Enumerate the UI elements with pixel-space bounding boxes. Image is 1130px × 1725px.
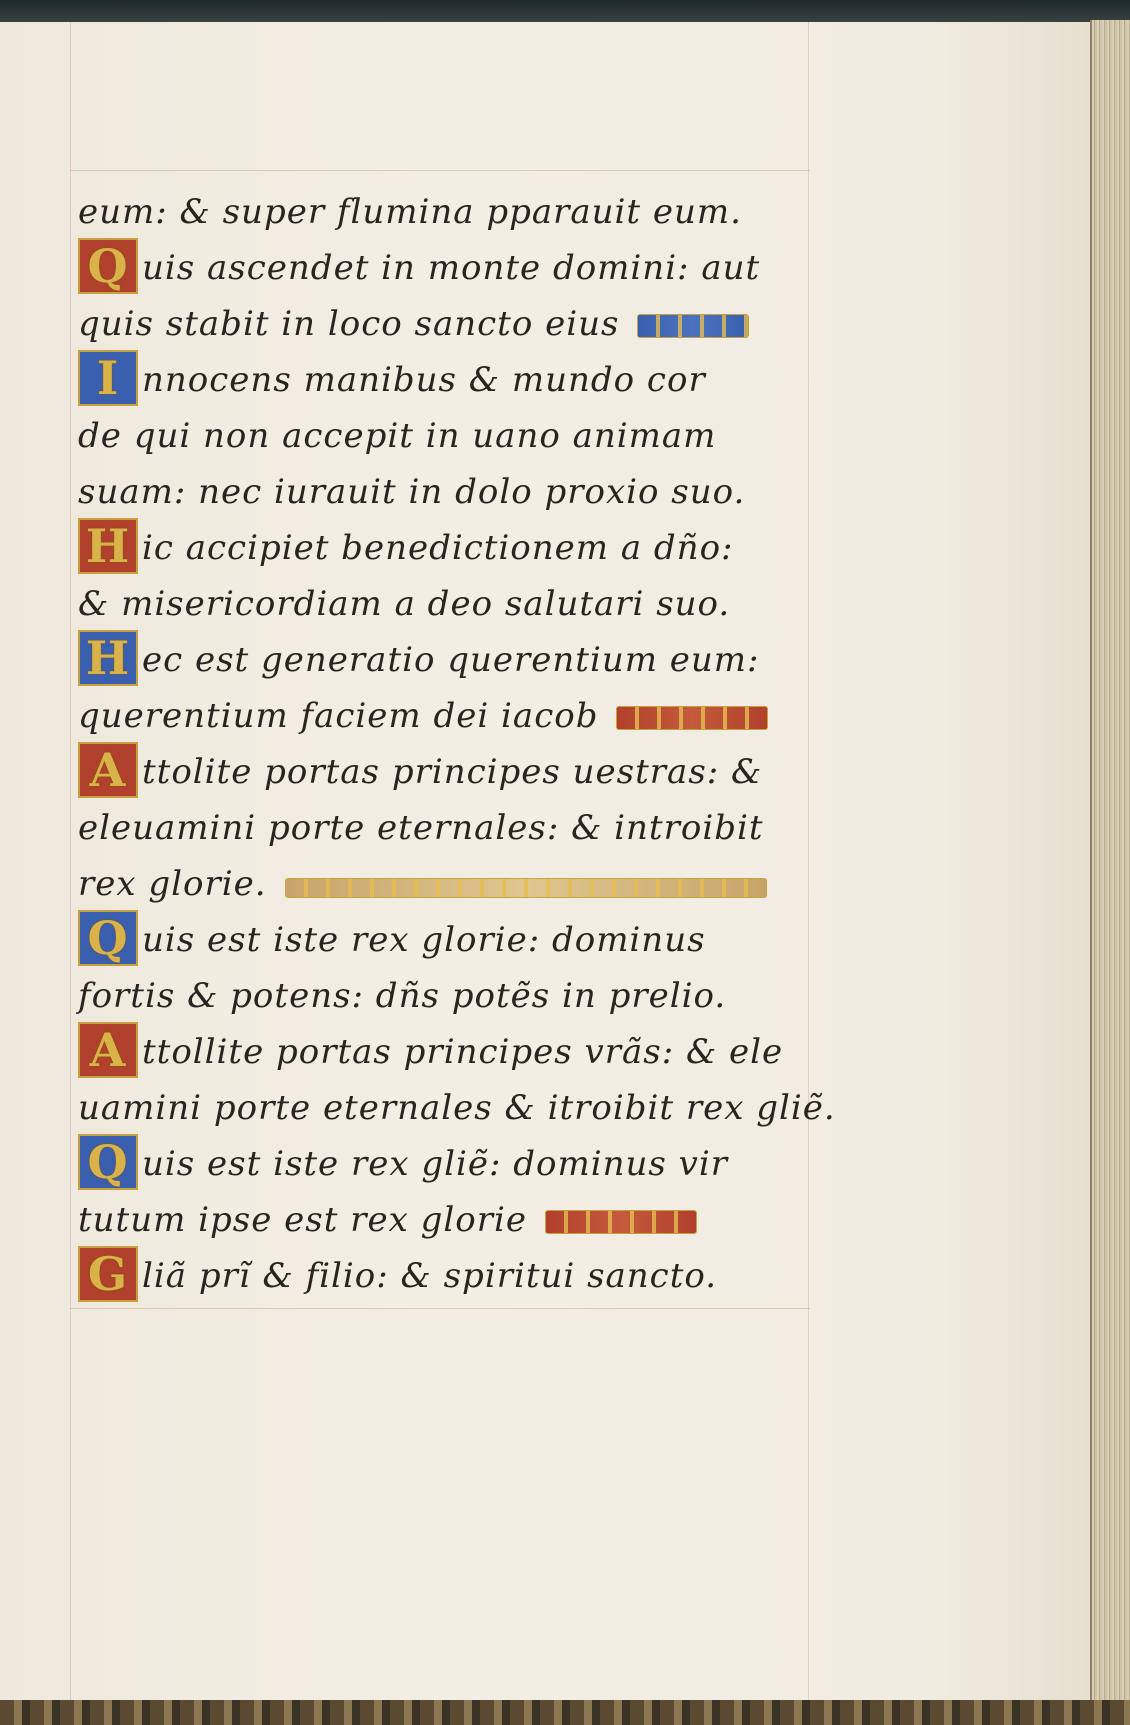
illuminated-initial: Q: [78, 910, 138, 966]
filler-pattern: [638, 315, 748, 337]
line-text: tutum ipse est rex glorie: [78, 1200, 527, 1240]
text-line: [78, 910, 818, 966]
text-line: [78, 182, 818, 238]
line-filler-ornament: [616, 706, 768, 730]
text-line: [78, 686, 818, 742]
text-line: [78, 406, 818, 462]
line-text: liã prĩ & filio: & spiritui sancto.: [142, 1256, 718, 1296]
text-line: [78, 1078, 836, 1134]
text-line: [78, 1190, 818, 1246]
line-text: fortis & potens: dñs potẽs in prelio.: [78, 976, 727, 1016]
filler-pattern: [286, 879, 766, 897]
ruling-line-left: [70, 22, 71, 1702]
filler-pattern: [546, 1211, 696, 1233]
text-line: [78, 294, 818, 350]
text-block: [78, 182, 836, 1302]
illuminated-initial: A: [78, 1022, 138, 1078]
text-line: [78, 238, 818, 294]
illuminated-initial: Q: [78, 1134, 138, 1190]
illuminated-initial: A: [78, 742, 138, 798]
text-line: [78, 1134, 818, 1190]
line-text: de qui non accepit in uano animam: [78, 416, 717, 456]
text-line: [78, 574, 818, 630]
line-text: suam: nec iurauit in dolo proxio suo.: [78, 472, 746, 512]
line-text: eum: & super flumina pparauit eum.: [78, 192, 742, 232]
line-text: eleuamini porte eternales: & introibit: [78, 808, 764, 848]
line-text: ic accipiet benedictionem a dño:: [142, 528, 734, 568]
line-filler-ornament: [545, 1210, 697, 1234]
text-line: [78, 1022, 818, 1078]
illuminated-initial: I: [78, 350, 138, 406]
line-text: uamini porte eternales & itroibit rex gliẽ.: [78, 1088, 836, 1128]
line-text: ttollite portas principes vrãs: & ele: [142, 1032, 784, 1072]
line-text: uis est iste rex gliẽ: dominus vir: [142, 1144, 728, 1184]
line-text: nnocens manibus & mundo cor: [142, 360, 706, 400]
filler-pattern: [617, 707, 767, 729]
line-text: rex glorie.: [78, 864, 267, 904]
ruling-line-top: [70, 170, 810, 171]
text-line: [78, 462, 818, 518]
text-line: [78, 350, 818, 406]
line-text: querentium faciem dei iacob: [78, 696, 599, 736]
text-line: [78, 630, 818, 686]
line-text: uis ascendet in monte domini: aut: [142, 248, 761, 288]
text-line: [78, 518, 818, 574]
illuminated-initial: Q: [78, 238, 138, 294]
text-line: [78, 742, 818, 798]
manuscript-page: [0, 22, 1090, 1702]
text-line: [78, 798, 818, 854]
line-text: ec est generatio querentium eum:: [142, 640, 760, 680]
illuminated-initial: H: [78, 630, 138, 686]
binding-bottom-edge: [0, 1700, 1130, 1725]
fore-edge-pages: [1090, 20, 1130, 1702]
line-text: ttolite portas principes uestras: &: [142, 752, 763, 792]
line-filler-ornament: [637, 314, 749, 338]
line-text: uis est iste rex glorie: dominus: [142, 920, 706, 960]
text-line: [78, 966, 818, 1022]
line-text: & misericordiam a deo salutari suo.: [78, 584, 731, 624]
ruling-line-bottom: [70, 1308, 810, 1309]
line-text: quis stabit in loco sancto eius: [78, 304, 620, 344]
text-line: [78, 1246, 818, 1302]
line-filler-ornament: [285, 878, 767, 898]
illuminated-initial: H: [78, 518, 138, 574]
text-line: [78, 854, 818, 910]
illuminated-initial: G: [78, 1246, 138, 1302]
binding-top-edge: [0, 0, 1130, 22]
